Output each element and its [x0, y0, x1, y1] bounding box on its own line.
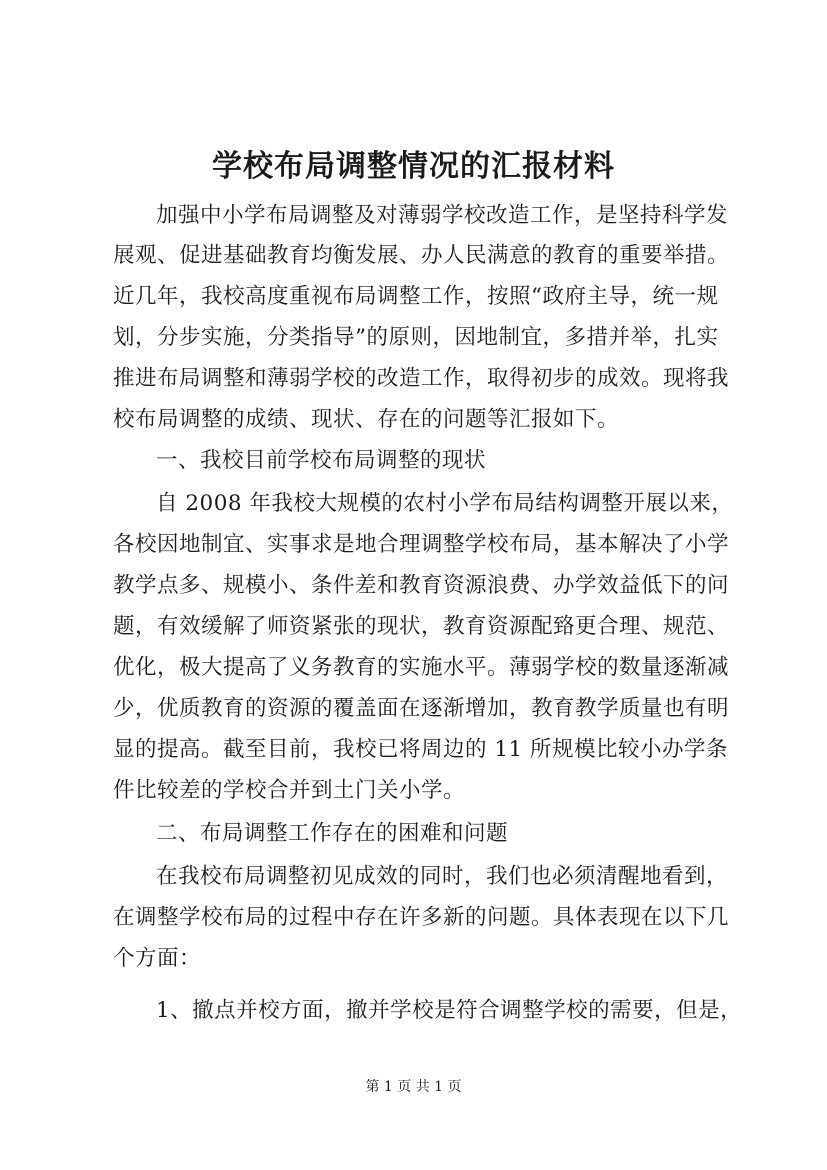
paragraph-line: 题，有效缓解了师资紧张的现状，教育资源配臵更合理、规范、	[113, 614, 730, 639]
paragraph-line: 展观、促进基础教育均衡发展、办人民满意的教育的重要举措。	[113, 243, 730, 268]
paragraph-line: 各校因地制宜、实事求是地合理调整学校布局，基本解决了小学	[113, 532, 730, 557]
paragraph-line: 自 2008 年我校大规模的农村小学布局结构调整开展以来，	[156, 491, 734, 516]
paragraph-line: 少，优质教育的资源的覆盖面在逐渐增加，教育教学质量也有明	[113, 696, 730, 721]
section-heading: 二、布局调整工作存在的困难和问题	[156, 821, 509, 846]
paragraph-line: 推进布局调整和薄弱学校的改造工作，取得初步的成效。现将我	[113, 366, 730, 391]
paragraph-line: 优化，极大提高了义务教育的实施水平。薄弱学校的数量逐渐减	[113, 655, 730, 680]
page-footer: 第 1 页 共 1 页	[365, 1079, 462, 1095]
paragraph-line: 在我校布局调整初见成效的同时，我们也必须清醒地看到，	[156, 864, 729, 889]
paragraph-line: 在调整学校布局的过程中存在许多新的问题。具体表现在以下几	[113, 905, 730, 930]
paragraph-line: 划，分步实施，分类指导”的原则，因地制宜，多措并举，扎实	[113, 325, 719, 350]
paragraph-line: 校布局调整的成绩、现状、存在的问题等汇报如下。	[113, 407, 620, 432]
paragraph-line: 教学点多、规模小、条件差和教育资源浪费、办学效益低下的问	[113, 573, 730, 598]
section-heading: 一、我校目前学校布局调整的现状	[156, 448, 487, 473]
paragraph-line: 件比较差的学校合并到土门关小学。	[113, 778, 466, 803]
paragraph-line: 加强中小学布局调整及对薄弱学校改造工作，是坚持科学发	[156, 203, 729, 228]
paragraph-line: 显的提高。截至目前，我校已将周边的 11 所规模比较小办学条	[113, 737, 729, 762]
paragraph-line: 1、撤点并校方面，撤并学校是符合调整学校的需要，但是，	[156, 998, 743, 1023]
paragraph-line: 个方面：	[113, 946, 202, 971]
document-title: 学校布局调整情况的汇报材料	[212, 149, 615, 184]
paragraph-line: 近几年，我校高度重视布局调整工作，按照“政府主导，统一规	[113, 284, 719, 309]
